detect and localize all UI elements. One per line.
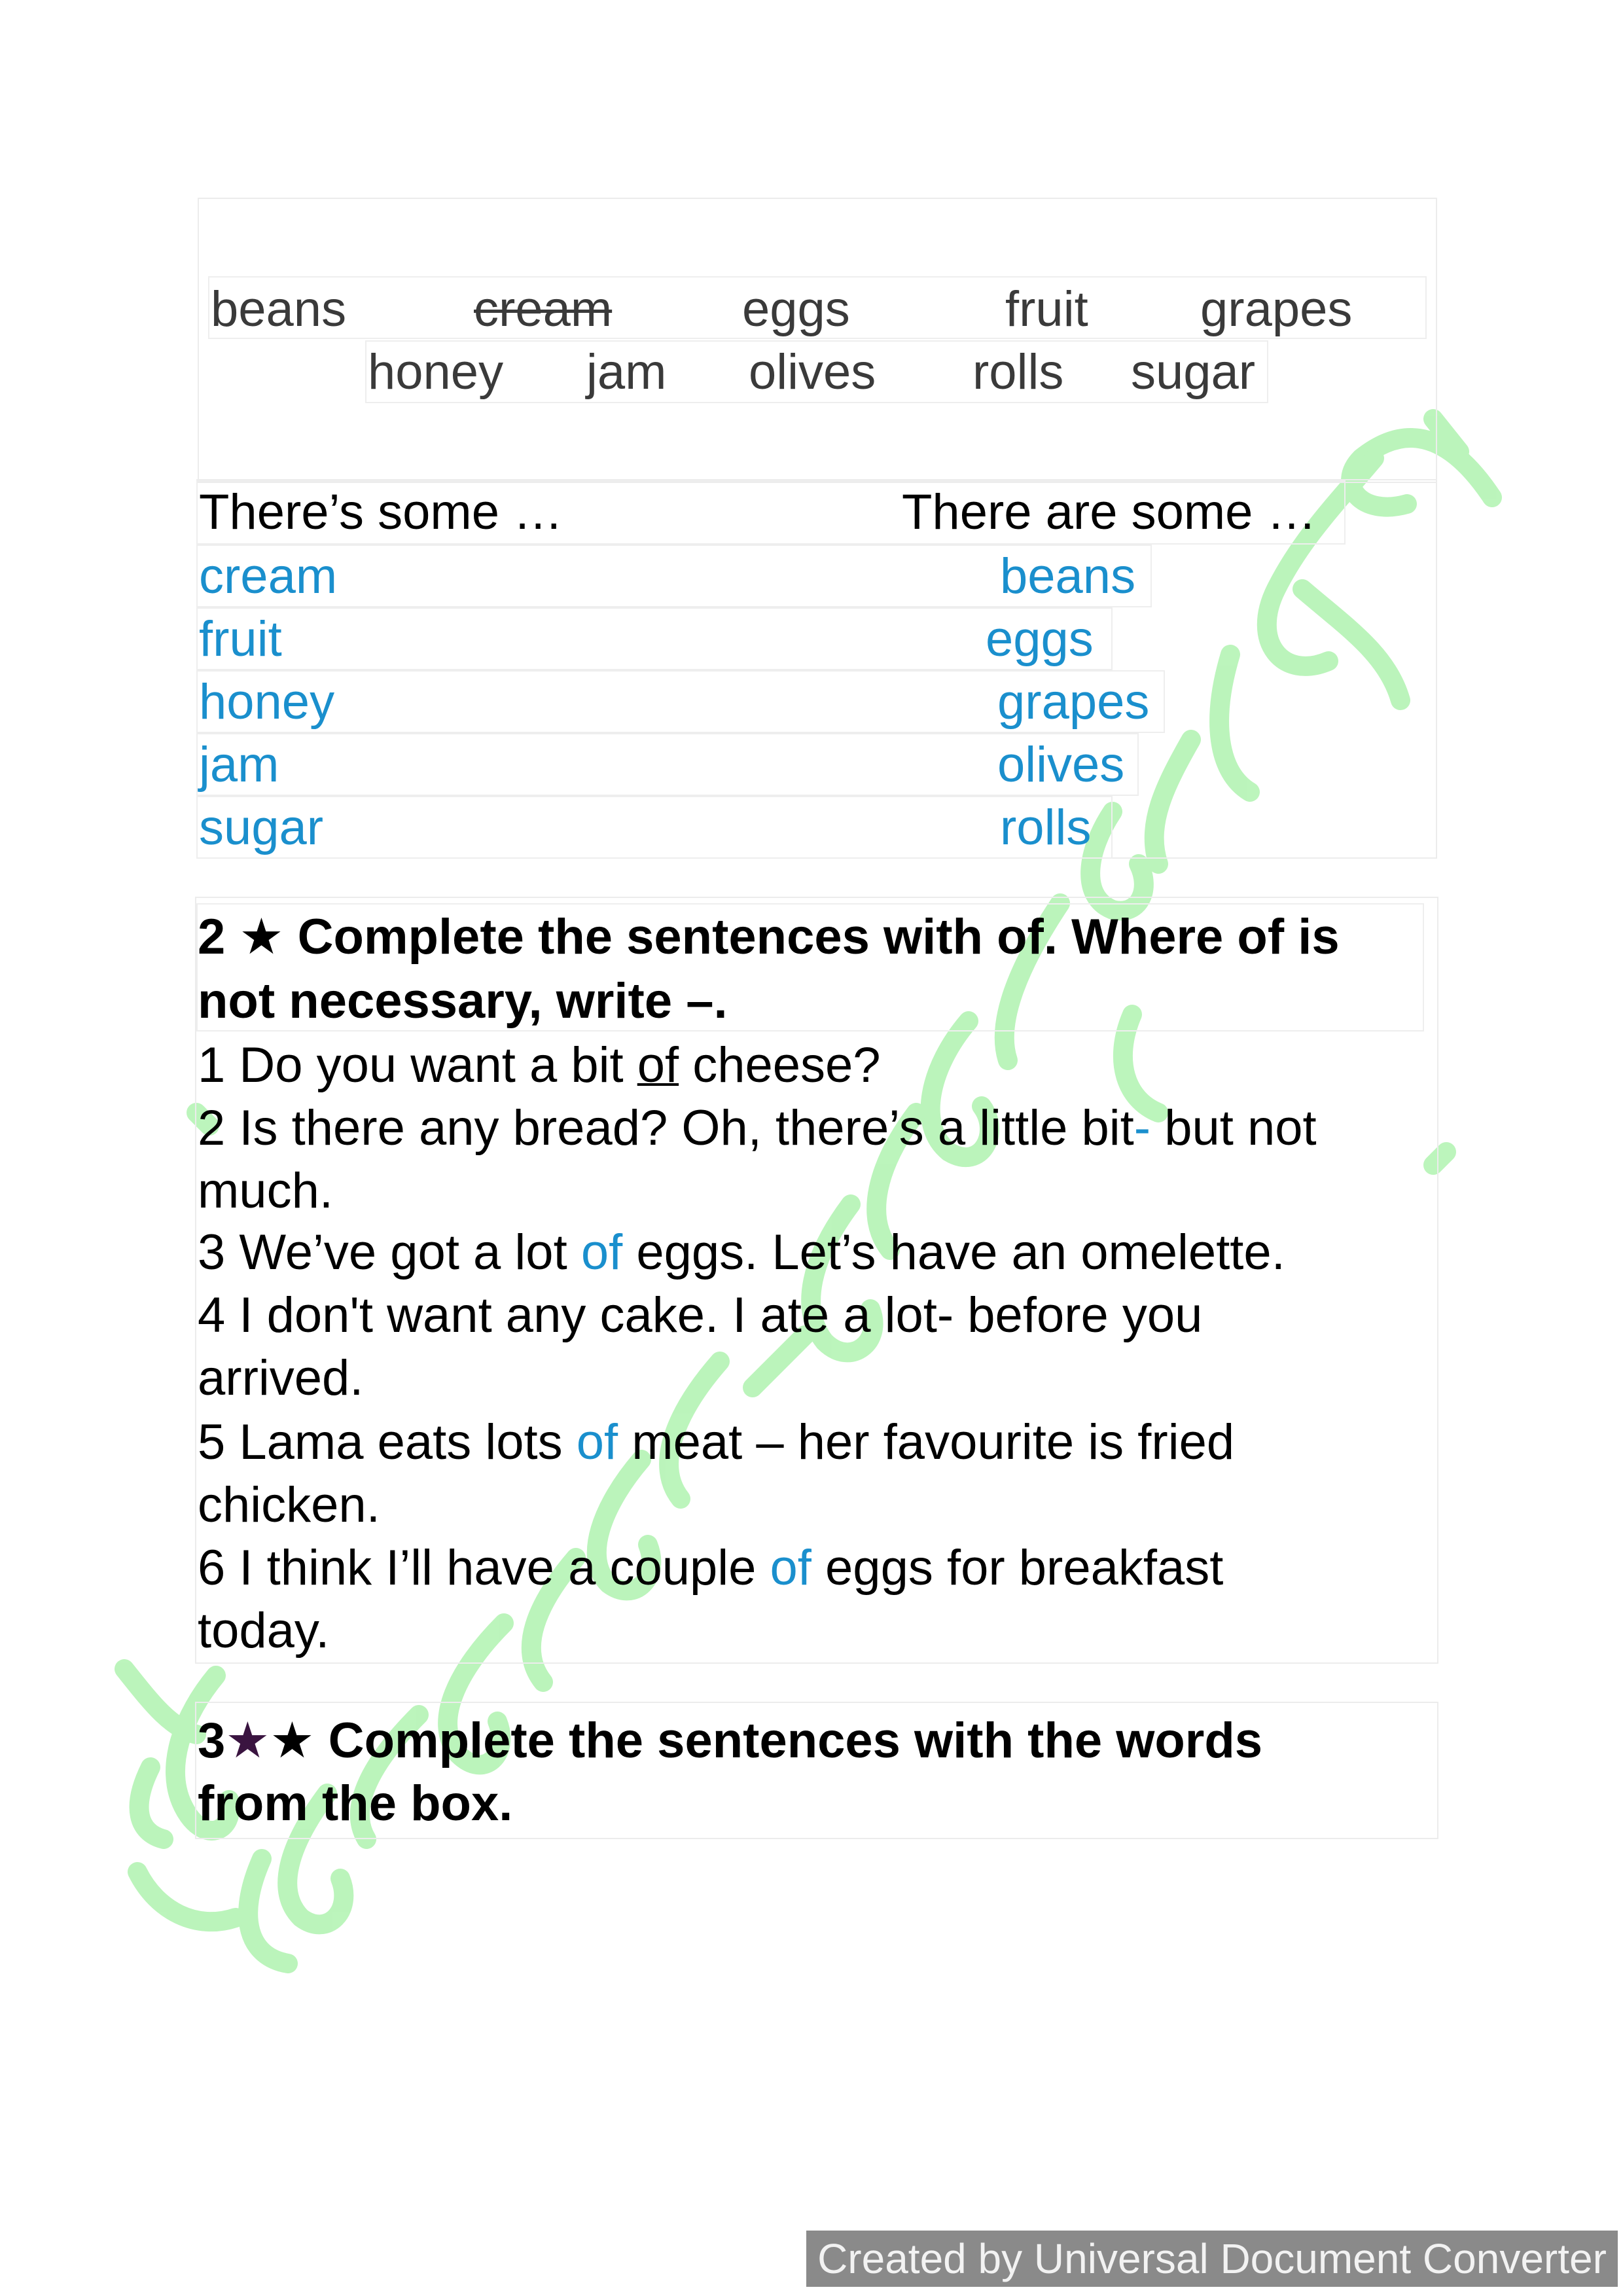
word-grapes: grapes [1200, 281, 1353, 337]
answer-uncountable: cream [199, 548, 338, 604]
sentence-2 [198, 1097, 1317, 1160]
sentence-text: 6 I think I’ll have a couple [198, 1540, 770, 1596]
sentence-1 [198, 1034, 881, 1097]
sentence-text: but not [1150, 1100, 1317, 1156]
answer-countable: olives [997, 737, 1125, 793]
word-beans: beans [211, 281, 347, 337]
word-olives: olives [749, 344, 876, 400]
answer-uncountable: sugar [199, 800, 324, 855]
answer-of: of [580, 1225, 623, 1280]
word-fruit: fruit [1005, 281, 1088, 337]
sentence-text: 2 Is there any bread? Oh, there’s a little bit [198, 1100, 1134, 1156]
column-header-there-are-some: There are some … [902, 484, 1317, 540]
sentence-text: 5 Lama eats lots [198, 1414, 577, 1470]
exercise-3-number: 3 [198, 1713, 226, 1768]
answer-of: of [770, 1540, 812, 1596]
answer-countable: rolls [1000, 800, 1092, 855]
word-sugar: sugar [1131, 344, 1256, 400]
answer-dash: - [1133, 1100, 1151, 1156]
sentence-4: 4 I don't want any cake. I ate a lot- before you [198, 1287, 1203, 1343]
exercise-3-heading-line2: from the box. [198, 1776, 513, 1831]
answer-uncountable: jam [199, 737, 279, 793]
column-header-theres-some: There’s some … [199, 484, 563, 540]
star-icon: ★ [270, 1713, 315, 1768]
word-cream-crossed: cream [474, 281, 613, 337]
sort-table-row [196, 607, 1113, 670]
exercise-3-heading-text: Complete the sentences with the words [314, 1713, 1263, 1768]
answer-countable: eggs [986, 611, 1094, 667]
word-honey: honey [368, 344, 504, 400]
exercise-2-heading: 2 ★ Complete the sentences with of. Where of is [198, 909, 1340, 965]
answer-countable: beans [1000, 548, 1136, 604]
sentence-text: 3 We’ve got a lot [198, 1225, 581, 1280]
answer-of: of [576, 1414, 618, 1470]
answer-uncountable: fruit [199, 611, 282, 667]
word-eggs: eggs [742, 281, 850, 337]
sort-table-row [196, 796, 1113, 859]
sentence-5 [198, 1411, 1234, 1474]
sentence-text: eggs for breakfast [811, 1540, 1224, 1596]
sentence-6-line2: today. [198, 1603, 330, 1659]
sentence-text: eggs. Let’s have an omelette. [622, 1225, 1285, 1280]
converter-watermark: Created by Universal Document Converter [806, 2231, 1618, 2287]
sentence-5-line2: chicken. [198, 1477, 380, 1533]
star-icon: ★ [225, 1713, 270, 1768]
exercise-2-heading-line2: not necessary, write –. [198, 973, 728, 1029]
word-rolls: rolls [972, 344, 1064, 400]
sentence-6 [198, 1537, 1223, 1600]
exercise-3-heading [198, 1710, 1262, 1772]
answer-uncountable: honey [199, 674, 335, 730]
sentence-text: 1 Do you want a bit [198, 1037, 637, 1093]
sentence-text: cheese? [679, 1037, 881, 1093]
sentence-text: meat – her favourite is fried [618, 1414, 1235, 1470]
sentence-4-line2: arrived. [198, 1350, 364, 1406]
sentence-3 [198, 1221, 1285, 1284]
sentence-2-line2: much. [198, 1163, 333, 1219]
answer-of-underlined: of [637, 1037, 679, 1093]
answer-countable: grapes [997, 674, 1150, 730]
word-jam: jam [586, 344, 667, 400]
